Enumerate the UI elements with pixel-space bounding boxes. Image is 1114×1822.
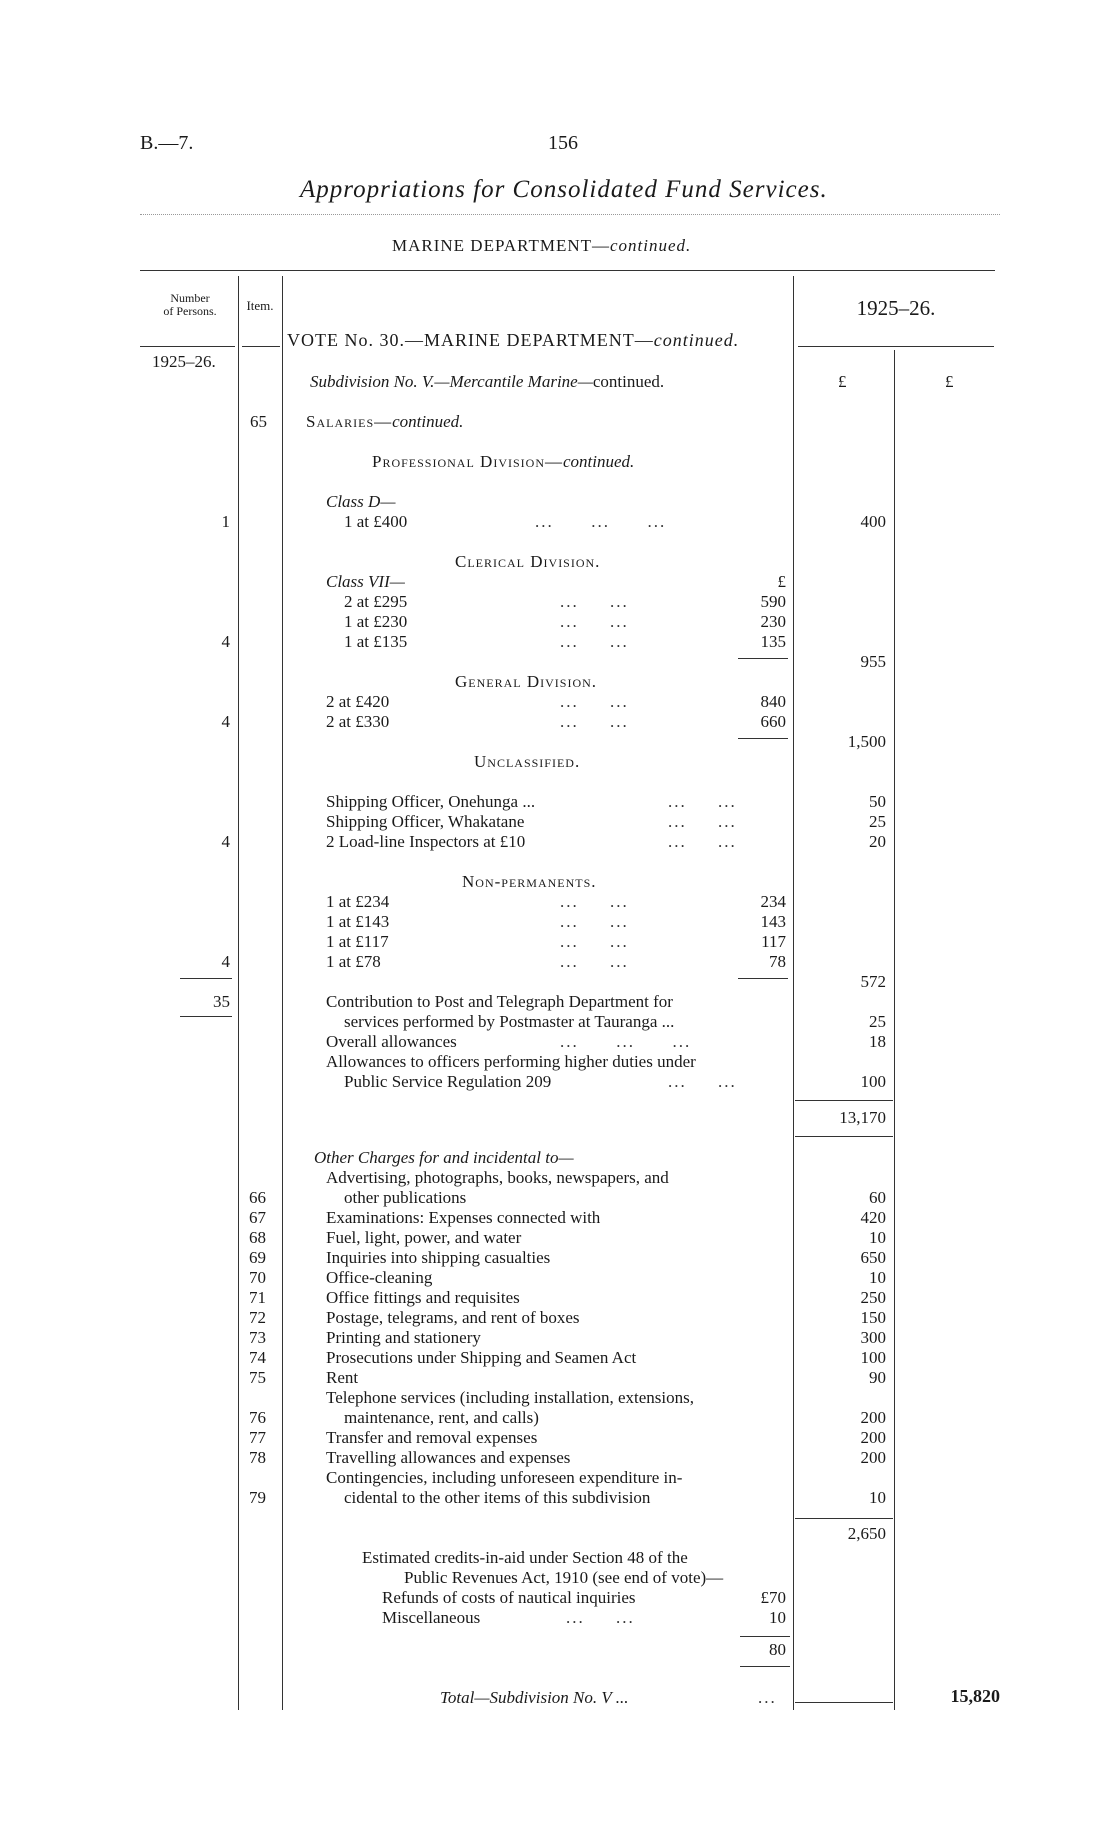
unclassified-row-total: 50 <box>869 792 886 811</box>
unclassified-row-label: 2 Load-line Inspectors at £10 <box>326 832 526 851</box>
other-charge-item-number: 72 <box>249 1308 266 1327</box>
nonperm-row-label: 1 at £234 <box>326 892 390 911</box>
clerical-division-heading: Clerical Division. <box>455 552 601 571</box>
salaries-total: 13,170 <box>839 1108 886 1127</box>
non-permanents-heading: Non-permanents. <box>462 872 597 891</box>
item-header: Item. <box>246 298 274 313</box>
other-charge-item-number: 78 <box>249 1448 266 1467</box>
credits-refunds-amount: £70 <box>760 1588 786 1607</box>
unclassified-heading: Unclassified. <box>474 752 581 771</box>
nonperm-row-label: 1 at £78 <box>326 952 381 971</box>
other-charge-label: Fuel, light, power, and water <box>326 1228 522 1247</box>
credits-total: 80 <box>769 1640 786 1659</box>
leader-dots: ... ... <box>560 712 629 731</box>
other-charge-item-number: 79 <box>249 1488 266 1507</box>
leader-dots: ... ... <box>560 952 629 971</box>
page-number: 156 <box>548 132 578 154</box>
leader-dots: ... ... <box>560 612 629 631</box>
credits-refunds-label: Refunds of costs of nautical inquiries <box>382 1588 636 1607</box>
higher-duties-line1: Allowances to officers performing higher duties under <box>326 1052 696 1071</box>
unclassified-row-total: 25 <box>869 812 886 831</box>
class-vii-heading: Class VII— <box>326 572 405 591</box>
leader-dots: ... ... ... <box>560 1032 692 1051</box>
clerical-row-label: 2 at £295 <box>344 592 408 611</box>
other-charge-label: Office-cleaning <box>326 1268 433 1287</box>
other-charge-amount: 10 <box>869 1488 886 1507</box>
report-reference: B.—7. <box>140 132 194 154</box>
subdivision-title: Subdivision No. V.—Mercantile Marine—continued. <box>310 372 665 391</box>
clerical-row-label: 1 at £230 <box>344 612 408 631</box>
other-charge-amount: 300 <box>860 1328 886 1347</box>
other-charge-label: Contingencies, including unforeseen expenditure in- <box>326 1468 683 1487</box>
other-charge-label: Advertising, photographs, books, newspapers, and <box>326 1168 669 1187</box>
other-charge-item-number: 68 <box>249 1228 266 1247</box>
other-charge-amount: 200 <box>860 1408 886 1427</box>
other-charge-amount: 150 <box>860 1308 886 1327</box>
other-charge-item-number: 75 <box>249 1368 266 1387</box>
general-division-heading: General Division. <box>455 672 598 691</box>
grand-total: 15,820 <box>950 1686 1000 1706</box>
nonperm-total: 572 <box>860 972 886 991</box>
other-charge-item-number: 77 <box>249 1428 266 1447</box>
general-row-label: 2 at £420 <box>326 692 390 711</box>
leader-dots: ... ... <box>668 1072 737 1091</box>
leader-dots: ... ... <box>560 892 629 911</box>
other-charge-amount: 100 <box>860 1348 886 1367</box>
leader-dots: ... ... <box>560 692 629 711</box>
persons-clerical: 4 <box>221 632 230 651</box>
leader-dots: ... ... <box>560 932 629 951</box>
other-charges-total: 2,650 <box>847 1524 886 1543</box>
other-charge-item-number: 73 <box>249 1328 266 1347</box>
general-total: 1,500 <box>847 732 886 751</box>
other-charge-label-cont: other publications <box>344 1188 467 1207</box>
other-charge-item-number: 69 <box>249 1248 266 1267</box>
nonperm-row-amount: 143 <box>760 912 786 931</box>
year-header: 1925–26. <box>856 296 936 320</box>
contribution-line2: services performed by Postmaster at Tauranga ... <box>344 1012 675 1031</box>
leader-dots: ... ... <box>668 792 737 811</box>
credits-misc-amount: 10 <box>769 1608 786 1627</box>
leader-dots: ... ... ... <box>535 512 667 531</box>
year-left: 1925–26. <box>152 352 216 371</box>
leader-dots: ... <box>758 1688 777 1707</box>
higher-duties-line2: Public Service Regulation 209 <box>344 1072 552 1091</box>
class-d-heading: Class D— <box>326 492 396 511</box>
leader-dots: ... ... <box>566 1608 635 1627</box>
other-charge-amount: 200 <box>860 1448 886 1467</box>
nonperm-row-amount: 117 <box>761 932 786 951</box>
leader-dots: ... ... <box>560 592 629 611</box>
other-charge-label: Office fittings and requisites <box>326 1288 520 1307</box>
other-charge-label: Rent <box>326 1368 359 1387</box>
nonperm-row-amount: 234 <box>760 892 786 911</box>
persons-class-d: 1 <box>221 512 230 531</box>
overall-total: 18 <box>869 1032 886 1051</box>
clerical-row-amount: 135 <box>760 632 786 651</box>
other-charge-item-number: 66 <box>249 1188 266 1207</box>
other-charge-amount: 10 <box>869 1228 886 1247</box>
salaries-heading: Salaries—continued. <box>306 412 464 431</box>
other-charge-amount: 200 <box>860 1428 886 1447</box>
clerical-pound: £ <box>777 572 786 591</box>
other-charge-item-number: 71 <box>249 1288 266 1307</box>
higher-duties-total: 100 <box>860 1072 886 1091</box>
contribution-line1: Contribution to Post and Telegraph Department for <box>326 992 673 1011</box>
leader-dots: ... ... <box>560 912 629 931</box>
persons-nonperm: 4 <box>221 952 230 971</box>
salaries-item-number: 65 <box>250 412 267 431</box>
nonperm-row-label: 1 at £143 <box>326 912 390 931</box>
other-charge-label: Transfer and removal expenses <box>326 1428 538 1447</box>
overall-allowances: Overall allowances <box>326 1032 457 1051</box>
persons-unclassified: 4 <box>221 832 230 851</box>
class-d-row-label: 1 at £400 <box>344 512 408 531</box>
number-of-persons-header: Number of Persons. <box>163 291 217 318</box>
other-charge-label: Telephone services (including installation, extensions, <box>326 1388 694 1407</box>
credits-line1: Estimated credits-in-aid under Section 48 of the <box>362 1548 688 1567</box>
leader-dots: ... ... <box>560 632 629 651</box>
other-charge-amount: 650 <box>860 1248 886 1267</box>
persons-total: 35 <box>213 992 230 1011</box>
general-row-amount: 660 <box>760 712 786 731</box>
clerical-row-label: 1 at £135 <box>344 632 408 651</box>
other-charge-amount: 250 <box>860 1288 886 1307</box>
other-charge-label: Prosecutions under Shipping and Seamen Act <box>326 1348 637 1367</box>
other-charge-item-number: 67 <box>249 1208 266 1227</box>
nonperm-row-label: 1 at £117 <box>326 932 389 951</box>
other-charge-amount: 10 <box>869 1268 886 1287</box>
vote-title: VOTE No. 30.—MARINE DEPARTMENT—continued. <box>287 330 740 350</box>
nonperm-row-amount: 78 <box>769 952 786 971</box>
other-charge-label: Inquiries into shipping casualties <box>326 1248 551 1267</box>
other-charge-label: Printing and stationery <box>326 1328 481 1347</box>
other-charge-item-number: 74 <box>249 1348 266 1367</box>
clerical-row-amount: 590 <box>760 592 786 611</box>
other-charge-label: Postage, telegrams, and rent of boxes <box>326 1308 580 1327</box>
credits-misc-label: Miscellaneous <box>382 1608 481 1627</box>
clerical-row-amount: 230 <box>760 612 786 631</box>
other-charge-amount: 420 <box>860 1208 886 1227</box>
total-label: Total—Subdivision No. V ... <box>440 1688 629 1707</box>
other-charge-label: Travelling allowances and expenses <box>326 1448 571 1467</box>
department-heading: MARINE DEPARTMENT—continued. <box>392 236 692 255</box>
contribution-total: 25 <box>869 1012 886 1031</box>
other-charge-item-number: 76 <box>249 1408 266 1427</box>
other-charge-label-cont: cidental to the other items of this subdivision <box>344 1488 651 1507</box>
general-row-amount: 840 <box>760 692 786 711</box>
unclassified-row-total: 20 <box>869 832 886 851</box>
clerical-total: 955 <box>860 652 886 671</box>
other-charge-label-cont: maintenance, rent, and calls) <box>344 1408 539 1427</box>
page-title: Appropriations for Consolidated Fund Services. <box>300 176 828 203</box>
other-charge-item-number: 70 <box>249 1268 266 1287</box>
leader-dots: ... ... <box>668 812 737 831</box>
professional-division-heading: Professional Division—continued. <box>372 452 635 471</box>
pound-col2: £ <box>945 372 954 391</box>
other-charge-amount: 90 <box>869 1368 886 1387</box>
unclassified-row-label: Shipping Officer, Whakatane <box>326 812 525 831</box>
persons-general: 4 <box>221 712 230 731</box>
general-row-label: 2 at £330 <box>326 712 390 731</box>
credits-line2: Public Revenues Act, 1910 (see end of vote)— <box>404 1568 724 1587</box>
leader-dots: ... ... <box>668 832 737 851</box>
class-d-total: 400 <box>860 512 886 531</box>
other-charge-amount: 60 <box>869 1188 886 1207</box>
other-charge-label: Examinations: Expenses connected with <box>326 1208 601 1227</box>
unclassified-row-label: Shipping Officer, Onehunga ... <box>326 792 536 811</box>
pound-col1: £ <box>838 372 847 391</box>
other-charges-heading: Other Charges for and incidental to— <box>314 1148 574 1167</box>
